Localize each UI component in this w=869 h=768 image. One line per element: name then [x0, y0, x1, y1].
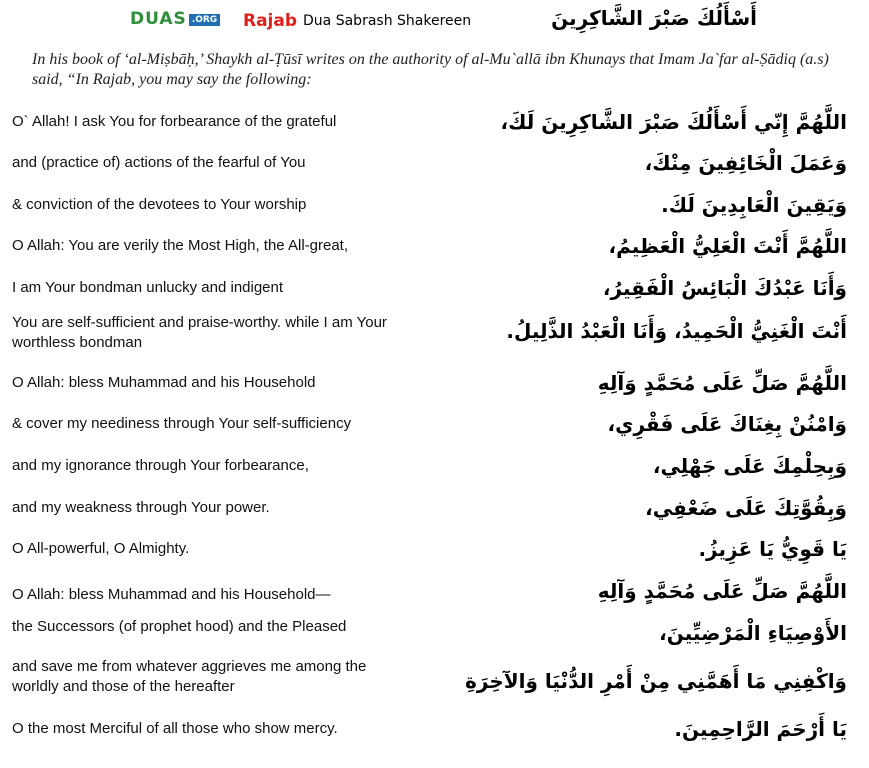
intro-paragraph: In his book of ‘al-Miṣbāḥ,’ Shaykh al-Ṭūsī writes on the authority of al-Mu`allā ibn Khunays that Imam Ja`far al-Ṣādiq (a.s) said, “In Rajab, you may say the following: — [32, 51, 829, 88]
arabic-line: وَعَمَلَ الْخَائِفِينَ مِنْكَ، — [644, 151, 847, 175]
title-arabic: أَسْأَلُكَ صَبْرَ الشَّاكِرِينَ — [551, 6, 757, 30]
english-line: & cover my neediness through Your self-sufficiency — [12, 415, 352, 432]
logo-text: DUAS — [130, 9, 187, 29]
english-line: O Allah: bless Muhammad and his Household— — [12, 586, 331, 603]
english-line: O the most Merciful of all those who show mercy. — [12, 720, 338, 737]
arabic-line: يَا قَوِيُّ يَا عَزِيزُ. — [698, 537, 847, 561]
english-line: O Allah: bless Muhammad and his Household — [12, 374, 316, 391]
arabic-line: وَاكْفِنِي مَا أَهَمَّنِي مِنْ أَمْرِ الدُّنْيَا وَالآخِرَةِ — [465, 669, 847, 693]
arabic-line: وَأَنَا عَبْدُكَ الْبَائِسُ الْفَقِيرُ، — [602, 276, 847, 300]
english-line: O` Allah! I ask You for forbearance of the grateful — [12, 113, 337, 130]
arabic-line: اللَّهُمَّ أَنْتَ الْعَلِيُّ الْعَظِيمُ، — [608, 234, 847, 258]
arabic-line: وَامْنُنْ بِغِنَاكَ عَلَى فَقْرِي، — [607, 412, 847, 436]
english-line: O All-powerful, O Almighty. — [12, 540, 190, 557]
arabic-line: اللَّهُمَّ إِنّي أَسْأَلُكَ صَبْرَ الشَّاكِرِينَ لَكَ، — [500, 110, 847, 134]
english-line: I am Your bondman unlucky and indigent — [12, 279, 284, 296]
arabic-line: اللَّهُمَّ صَلِّ عَلَى مُحَمَّدٍ وَآلِهِ — [597, 579, 847, 603]
arabic-line: اللَّهُمَّ صَلِّ عَلَى مُحَمَّدٍ وَآلِهِ — [597, 371, 847, 395]
arabic-line: وَبِقُوَّتِكَ عَلَى ضَعْفِي، — [645, 496, 847, 520]
english-line: the Successors (of prophet hood) and the Pleased — [12, 618, 347, 635]
title-month: Rajab — [243, 11, 298, 31]
title-dua-name: Dua Sabrash Shakereen — [303, 13, 472, 29]
english-line: & conviction of the devotees to Your worship — [12, 196, 307, 213]
english-line: You are self-sufficient and praise-worthy. while I am Your worthless bondman — [12, 314, 387, 351]
arabic-line: وَبِحِلْمِكَ عَلَى جَهْلِي، — [652, 454, 847, 478]
english-line: and save me from whatever aggrieves me among the worldly and those of the hereafter — [12, 658, 367, 695]
arabic-line: يَا أَرْحَمَ الرَّاحِمِينَ. — [674, 717, 847, 741]
english-line: O Allah: You are verily the Most High, the All-great, — [12, 237, 349, 254]
arabic-line: الأَوْصِيَاءِ الْمَرْضِيِّينَ، — [659, 621, 847, 645]
english-line: and my ignorance through Your forbearance, — [12, 457, 309, 474]
arabic-line: أَنْتَ الْغَنِيُّ الْحَمِيدُ، وَأَنَا الْعَبْدُ الذَّلِيلُ. — [506, 319, 847, 343]
arabic-line: وَيَقِينَ الْعَابِدِينَ لَكَ. — [661, 193, 847, 217]
english-line: and (practice of) actions of the fearful of You — [12, 154, 306, 171]
logo-suffix: .ORG — [189, 14, 220, 26]
english-line: and my weakness through Your power. — [12, 499, 270, 516]
